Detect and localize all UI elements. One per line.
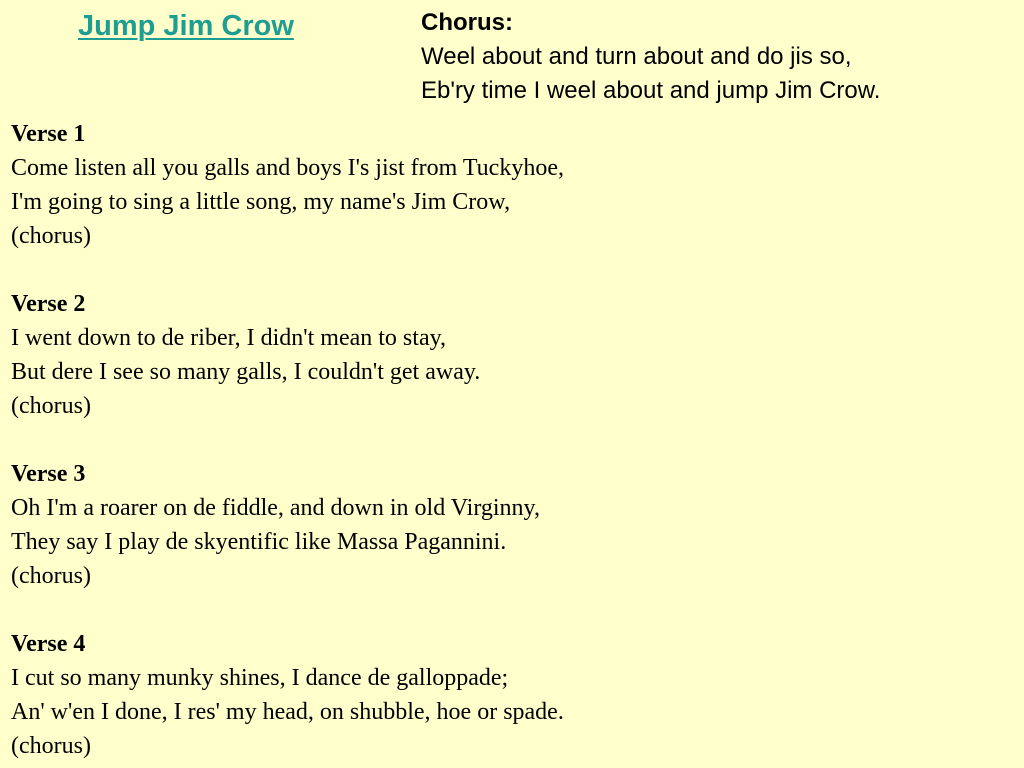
- verse-line: Come listen all you galls and boys I's jist from Tuckyhoe,: [11, 155, 564, 181]
- chorus-block: [421, 6, 880, 108]
- chorus-line: Eb'ry time I weel about and jump Jim Crow.: [421, 77, 881, 104]
- verse-3: [11, 457, 564, 593]
- page-title-link[interactable]: Jump Jim Crow: [78, 10, 294, 42]
- verse-line: Oh I'm a roarer on de fiddle, and down in old Virginny,: [11, 495, 540, 521]
- chorus-line: Weel about and turn about and do jis so,: [421, 43, 852, 70]
- verse-chorus-marker: (chorus): [11, 733, 91, 759]
- verse-heading: Verse 2: [11, 291, 86, 317]
- verse-2: [11, 287, 564, 423]
- verse-1: [11, 117, 564, 253]
- verse-4: [11, 627, 564, 763]
- verse-chorus-marker: (chorus): [11, 393, 91, 419]
- chorus-heading: Chorus:: [421, 9, 513, 36]
- verse-line: But dere I see so many galls, I couldn't get away.: [11, 359, 481, 385]
- verse-line: I went down to de riber, I didn't mean to stay,: [11, 325, 447, 351]
- verse-line: They say I play de skyentific like Massa Pagannini.: [11, 529, 507, 555]
- verse-chorus-marker: (chorus): [11, 223, 91, 249]
- verse-line: An' w'en I done, I res' my head, on shubble, hoe or spade.: [11, 699, 564, 725]
- verses-list: [11, 117, 564, 763]
- verse-heading: Verse 4: [11, 631, 86, 657]
- verse-heading: Verse 1: [11, 121, 86, 147]
- verse-heading: Verse 3: [11, 461, 86, 487]
- verse-line: I cut so many munky shines, I dance de galloppade;: [11, 665, 509, 691]
- verse-line: I'm going to sing a little song, my name's Jim Crow,: [11, 189, 511, 215]
- verse-chorus-marker: (chorus): [11, 563, 91, 589]
